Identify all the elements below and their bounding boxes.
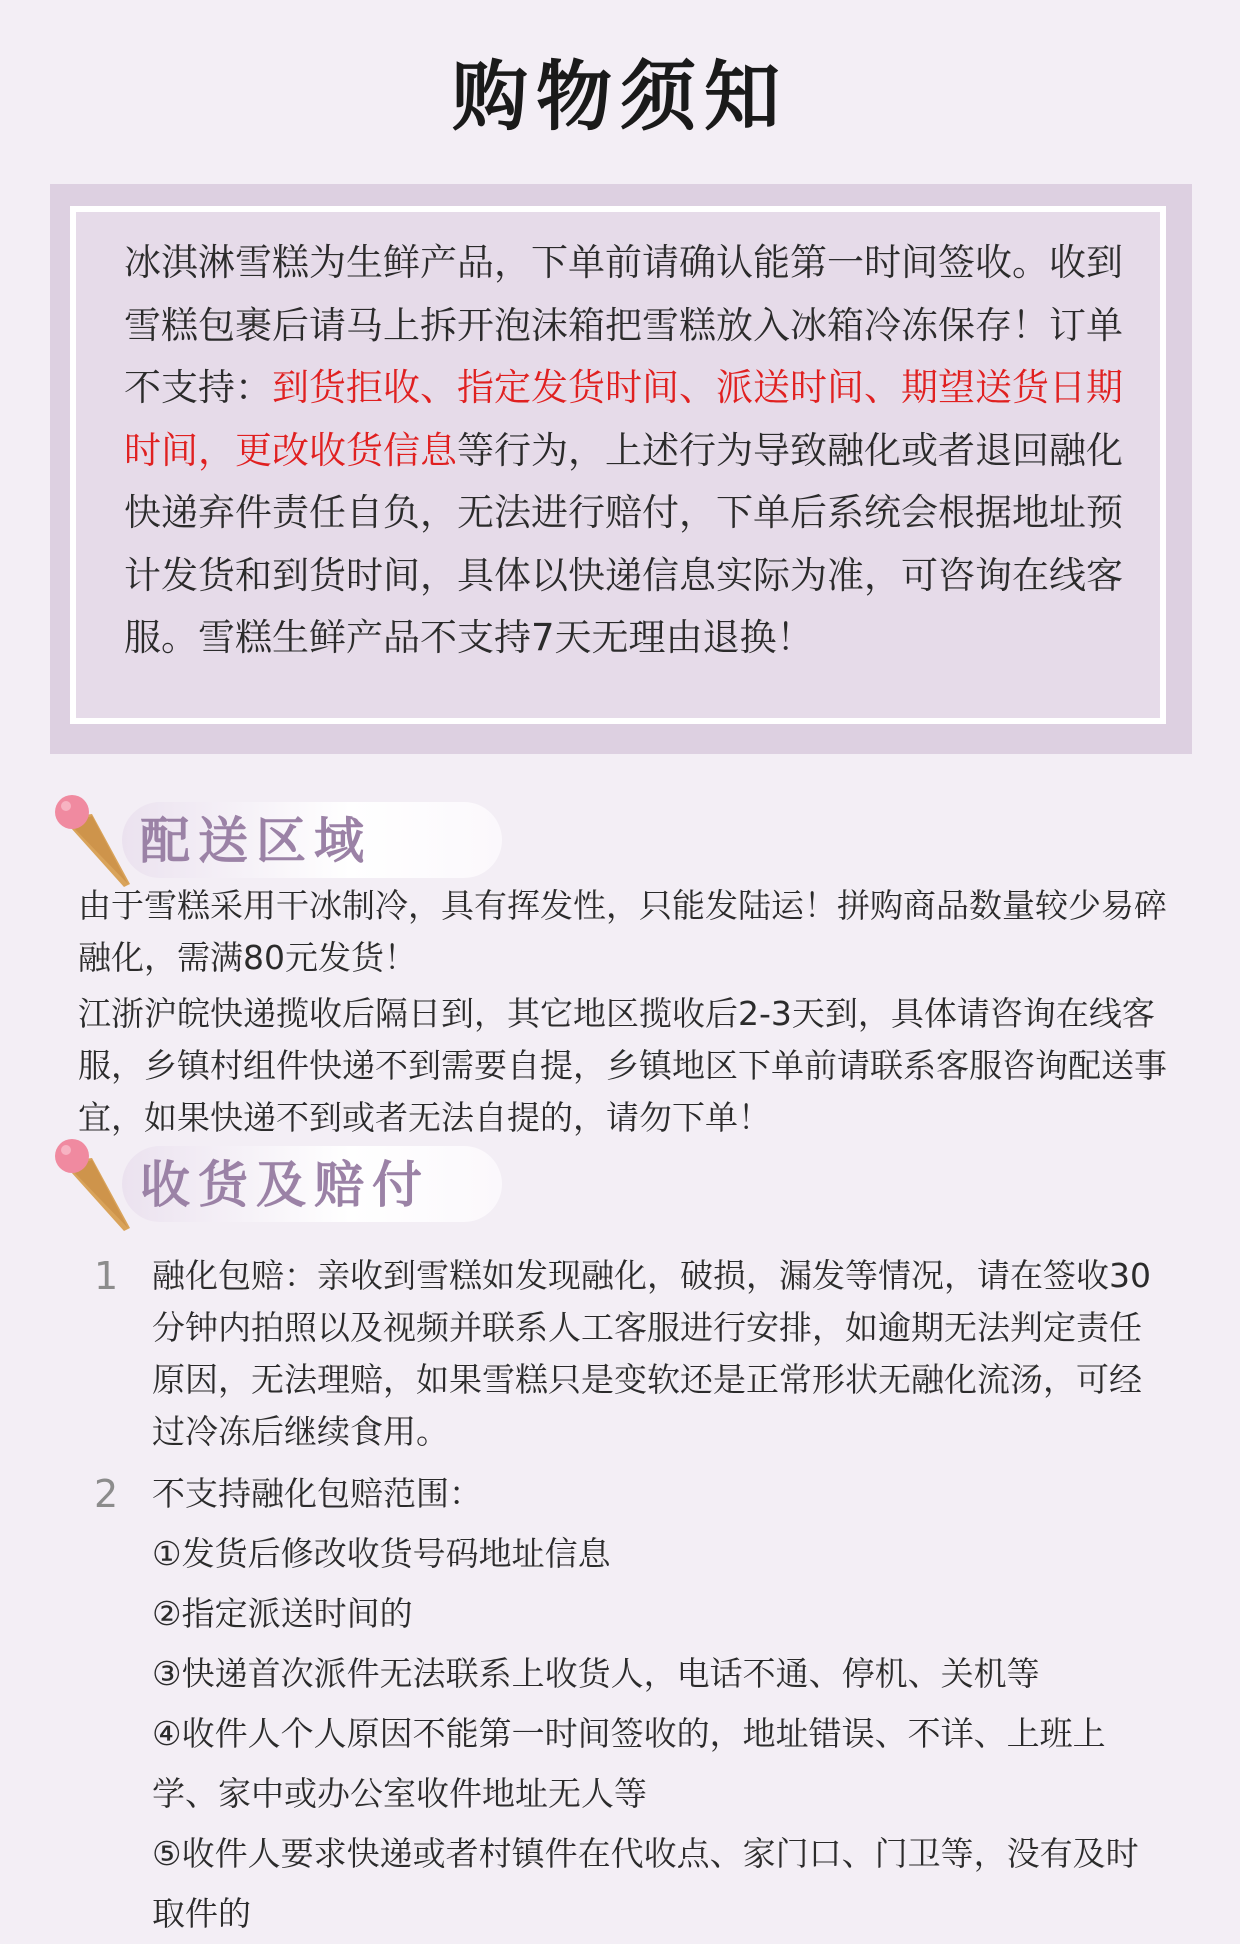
notice-text-part2: 等行为，上述行为导致融化或者退回融化快递弃件责任自负，无法进行赔付，下单后系统会根据地址预计发货和到货时间，具体以快递信息实际为准，可咨询在线客服。雪糕生鲜产品不支持7天无理由退换！ bbox=[124, 428, 1123, 659]
list-sub-item: ②指定派送时间的 bbox=[152, 1594, 413, 1633]
delivery-section-header bbox=[48, 792, 468, 892]
list-sub-item: ①发货后修改收货号码地址信息 bbox=[152, 1534, 611, 1573]
ice-cream-cone-icon bbox=[48, 1136, 138, 1236]
list-sub-item: ④收件人个人原因不能第一时间签收的，地址错误、不详、上班上学、家中或办公室收件地址无人等 bbox=[152, 1714, 1106, 1813]
compensation-section-header bbox=[48, 1136, 468, 1236]
notice-box bbox=[50, 184, 1192, 754]
delivery-header-title: 配送区域 bbox=[140, 812, 372, 870]
delivery-paragraph-1: 由于雪糕采用干冰制冷，具有挥发性，只能发陆运！拼购商品数量较少易碎融化，需满80元发货！ bbox=[78, 886, 1167, 977]
list-item-2-text: 不支持融化包赔范围： bbox=[152, 1474, 482, 1513]
notice-highlight: 到货拒收、指定发货时间、派送时间、期望送货日期时间，更改收货信息 bbox=[124, 366, 1123, 472]
notice-text-part1: 冰淇淋雪糕为生鲜产品，下单前请确认能第一时间签收。收到雪糕包裹后请马上拆开泡沫箱把雪糕放入冰箱冷冻保存！订单不支持： bbox=[124, 241, 1123, 409]
list-number-1: 1 bbox=[94, 1254, 119, 1298]
compensation-header-title: 收货及赔付 bbox=[140, 1156, 430, 1214]
notice-box-inner bbox=[70, 206, 1166, 724]
ice-cream-cone-icon bbox=[48, 792, 138, 892]
list-sub-item: ⑤收件人要求快递或者村镇件在代收点、家门口、门卫等，没有及时取件的 bbox=[152, 1834, 1139, 1933]
list-sub-item: ③快递首次派件无法联系上收货人，电话不通、停机、关机等 bbox=[152, 1654, 1040, 1693]
delivery-paragraph-2: 江浙沪皖快递揽收后隔日到，其它地区揽收后2-3天到，具体请咨询在线客服，乡镇村组件快递不到需要自提，乡镇地区下单前请联系客服咨询配送事宜，如果快递不到或者无法自提的，请勿下单！ bbox=[78, 994, 1167, 1137]
list-number-2: 2 bbox=[94, 1472, 119, 1516]
page-title: 购物须知 bbox=[452, 52, 788, 141]
list-item-1-text: 融化包赔：亲收到雪糕如发现融化，破损，漏发等情况，请在签收30分钟内拍照以及视频并联系人工客服进行安排，如逾期无法判定责任原因，无法理赔，如果雪糕只是变软还是正常形状无融化流汤，可经过冷冻后继续食用。 bbox=[152, 1256, 1151, 1451]
notice-text bbox=[124, 232, 1134, 670]
